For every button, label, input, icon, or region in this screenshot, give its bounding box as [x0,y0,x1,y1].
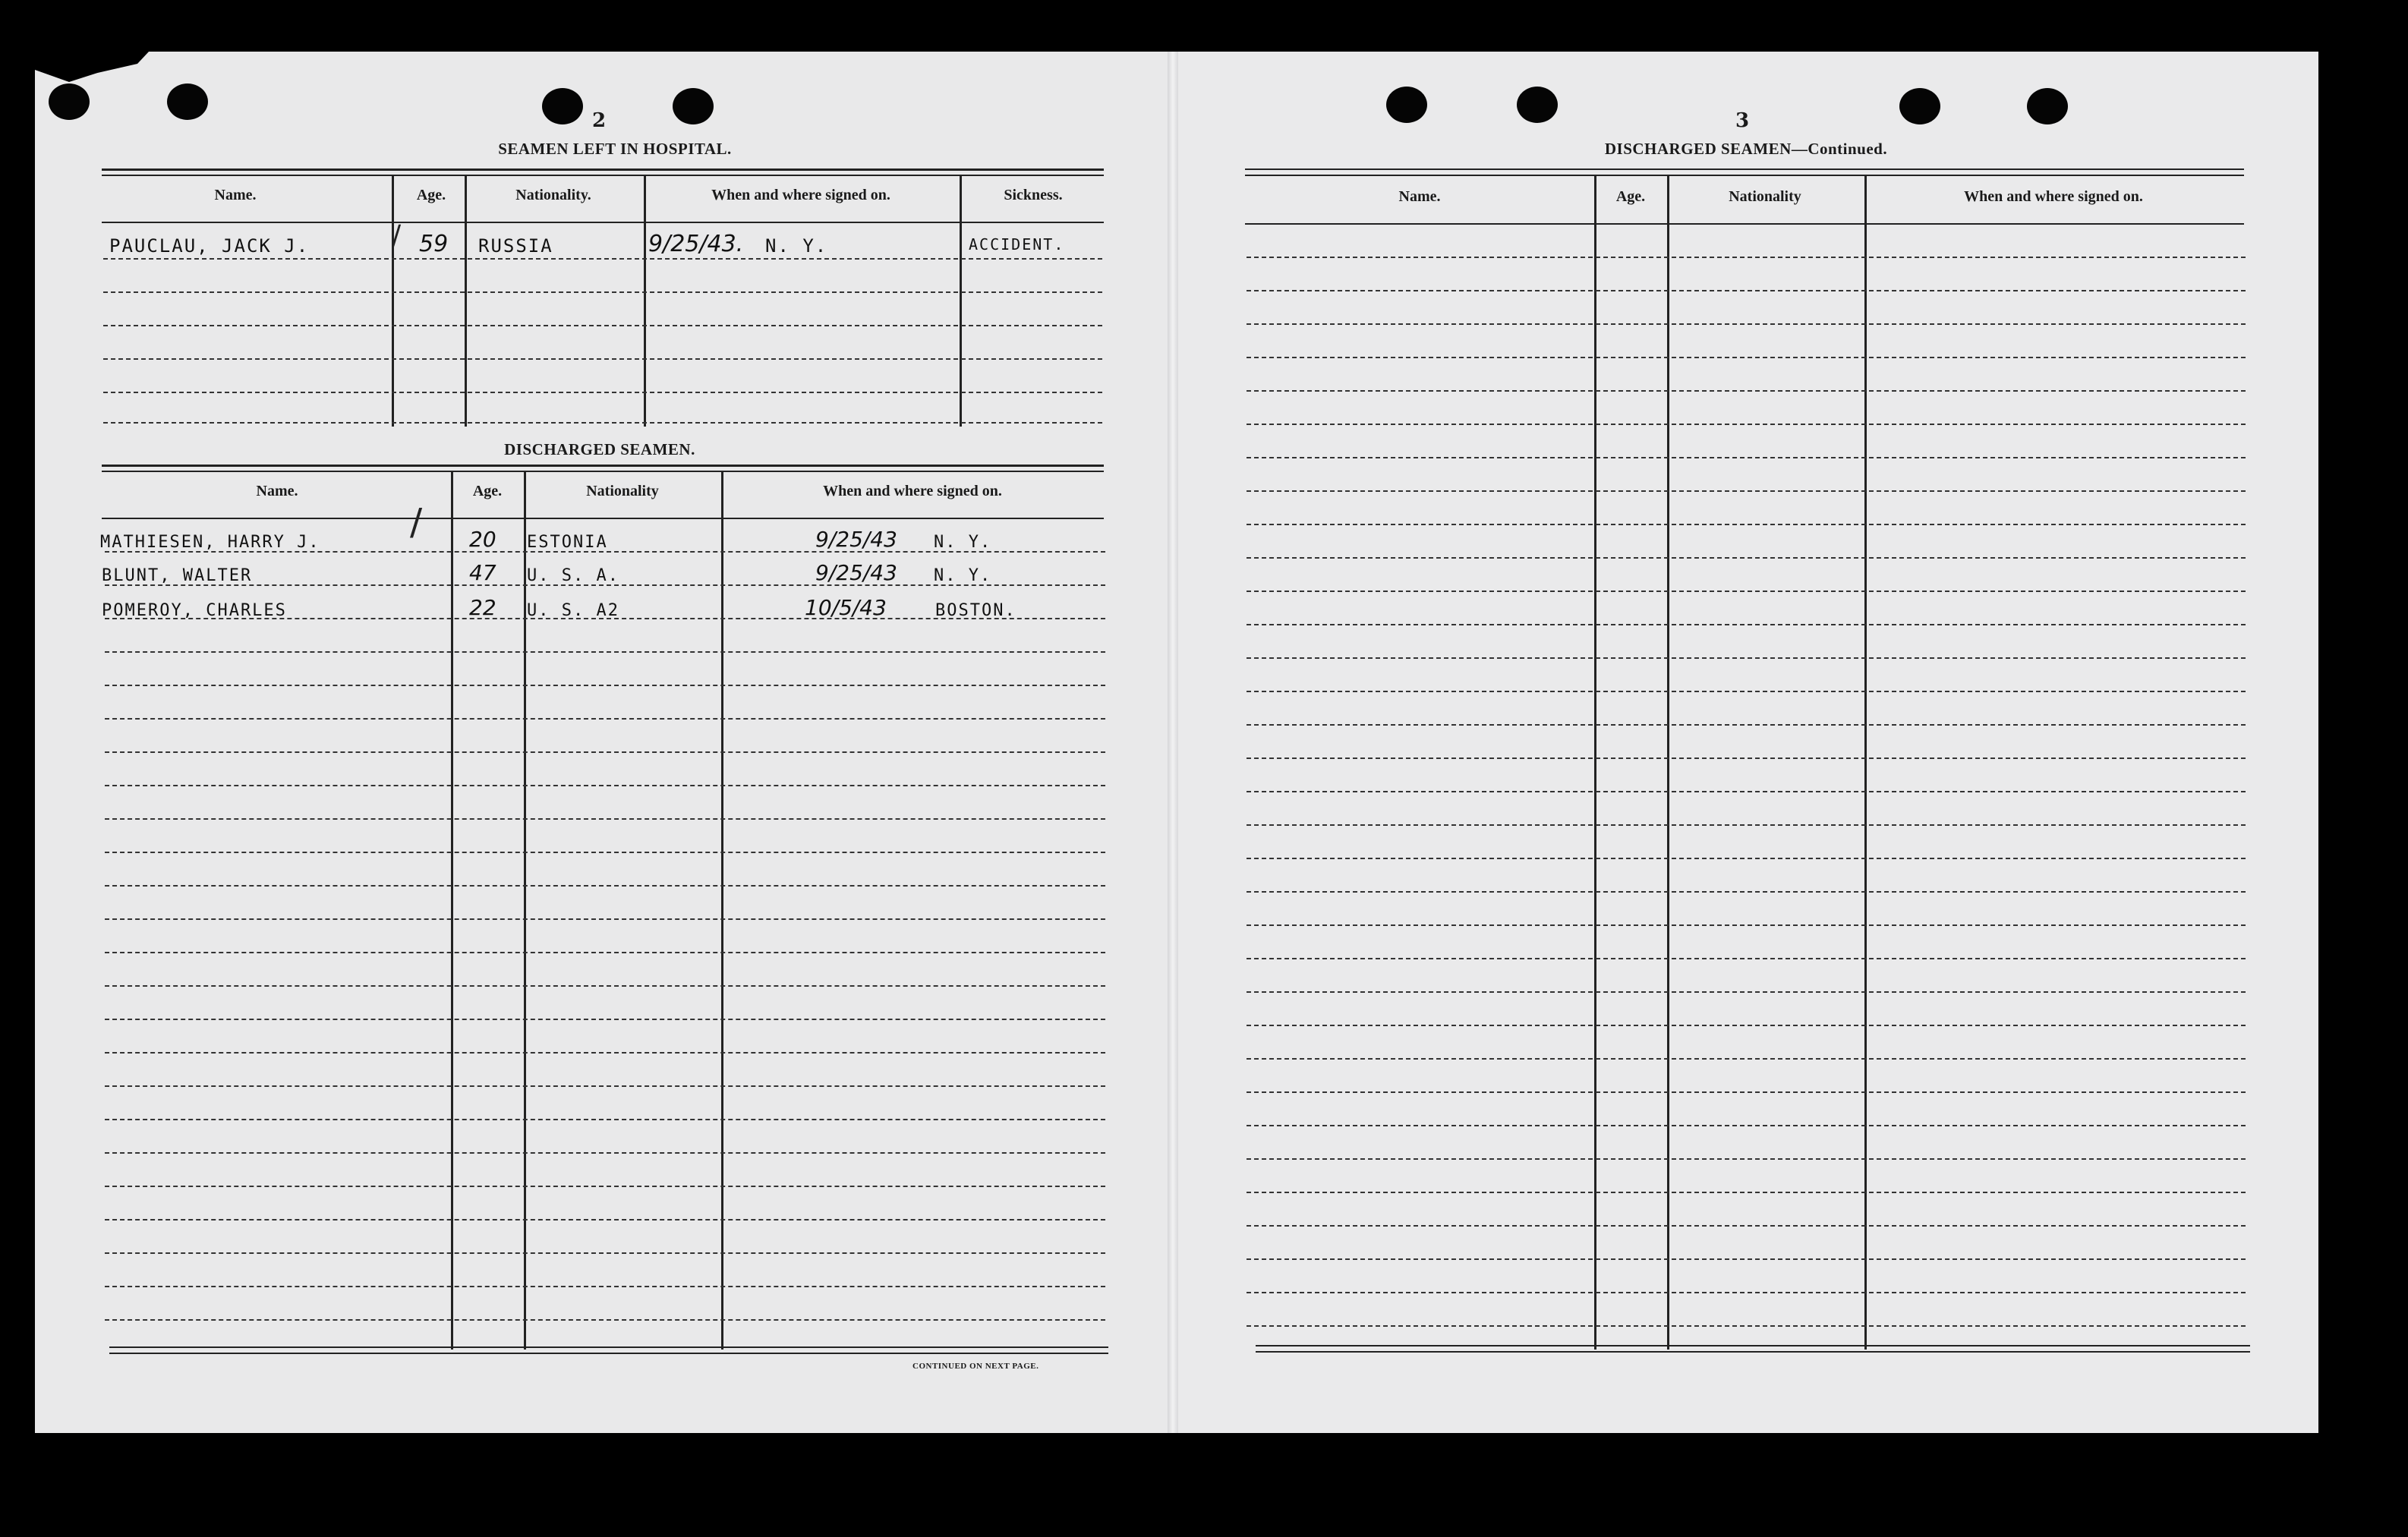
discharged-entry-nationality: ESTONIA [527,533,608,552]
ledger-row-line [1247,457,2246,458]
ledger-row-line [105,1052,1105,1054]
ledger-row-line [1247,1025,2246,1026]
hospital-divider [392,176,394,427]
punch-hole [673,88,714,124]
check-mark: ∕ [410,501,423,543]
ledger-row-line [1247,791,2246,792]
hospital-divider [960,176,962,427]
discharged-bottom-rule-2 [109,1353,1108,1354]
ledger-row-line [1247,824,2246,826]
discharged-col-signed-on: When and where signed on. [823,483,1002,499]
discharged-entry-name: BLUNT, WALTER [102,566,253,585]
discharged-entry-place: N. Y. [934,533,992,552]
page-number-left: 2 [592,109,607,132]
hospital-entry-place: N. Y. [765,235,828,257]
right-header-rule [1245,223,2244,225]
ledger-row-line [1247,591,2246,592]
ledger-row-line [1247,924,2246,926]
discharged-divider [524,472,526,1350]
ledger-row-line [1247,1158,2246,1160]
right-divider [1594,176,1596,1350]
ledger-row-line [1247,624,2246,625]
hospital-col-name: Name. [214,187,257,203]
discharged-col-nationality: Nationality [586,483,659,499]
discharged-entry-date: 9/25/43 [815,527,897,552]
ledger-row-line [105,952,1105,953]
ledger-row-line [1247,724,2246,726]
right-top-rule-2 [1245,175,2244,176]
punch-hole [49,83,90,120]
ledger-row-line [105,751,1105,753]
hospital-row-line [103,258,1102,260]
ledger-row-line [105,1119,1105,1120]
ledger-row-line [1247,357,2246,358]
discharged-bottom-rule [109,1346,1108,1348]
hospital-top-rule-2 [102,175,1104,176]
ledger-row-line [105,1219,1105,1220]
discharged-entry-age: 20 [469,527,496,552]
ledger-row-line [105,1019,1105,1020]
hospital-row-line [103,325,1102,326]
ledger-row-line [105,718,1105,720]
discharged-entry-age: 22 [469,595,496,620]
ledger-row-line [105,985,1105,987]
hospital-divider [644,176,646,427]
ledger-row-line [1247,1292,2246,1293]
discharged-entry-nationality: U. S. A. [527,566,619,585]
ledger-row-line [1247,1192,2246,1193]
punch-hole [1899,88,1940,124]
ledger-row-line [105,1319,1105,1321]
ledger-row-line [1247,958,2246,959]
right-bottom-rule-2 [1256,1351,2250,1353]
punch-hole [167,83,208,120]
discharged-entry-name: MATHIESEN, HARRY J. [100,533,320,552]
hospital-row-line [103,422,1102,424]
discharged-col-age: Age. [472,483,503,499]
right-divider [1864,176,1867,1350]
ledger-row-line [1247,991,2246,993]
discharged-header-rule [102,518,1104,519]
hospital-col-signed-on: When and where signed on. [711,187,890,203]
discharged-divider [451,472,453,1350]
ledger-row-line [1247,323,2246,325]
ledger-row-line [105,785,1105,786]
right-section-title: DISCHARGED SEAMEN—Continued. [1604,140,1888,158]
punch-hole [2027,88,2068,124]
ledger-row-line [1247,557,2246,559]
hospital-col-sickness: Sickness. [1004,187,1063,203]
hospital-col-age: Age. [416,187,446,203]
ledger-row-line [1247,691,2246,692]
discharged-top-rule [102,465,1104,467]
ledger-row-line [1247,290,2246,291]
punch-hole [1517,87,1558,123]
hospital-col-nationality: Nationality. [515,187,591,203]
hospital-entry-sickness: ACCIDENT. [969,235,1065,254]
hospital-header-rule [102,222,1104,223]
discharged-entry-place: BOSTON. [935,601,1016,620]
discharged-top-rule-2 [102,471,1104,472]
ledger-row-line [1247,1325,2246,1327]
right-top-rule [1245,169,2244,170]
discharged-entry-nationality: U. S. A2 [527,601,619,620]
hospital-row-line [103,291,1102,293]
ledger-row-line [105,1085,1105,1087]
ledger-row-line [1247,257,2246,258]
right-col-nationality: Nationality [1729,188,1801,205]
page-number-right: 3 [1735,109,1750,132]
hospital-section-title: SEAMEN LEFT IN HOSPITAL. [498,140,732,158]
hospital-row-line [103,358,1102,360]
ledger-row-line [105,1186,1105,1187]
ledger-row-line [1247,858,2246,859]
discharged-col-name: Name. [256,483,298,499]
ledger-row-line [1247,1225,2246,1227]
right-col-name: Name. [1398,188,1441,205]
ledger-row-line [1247,891,2246,893]
ledger-row-line [1247,657,2246,659]
hospital-top-rule [102,169,1104,171]
ledger-row-line [105,685,1105,686]
discharged-section-title: DISCHARGED SEAMEN. [504,440,695,458]
ledger-row-line [1247,1258,2246,1260]
ledger-row-line [105,818,1105,820]
hospital-entry-age: 59 [419,231,449,257]
discharged-entry-name: POMEROY, CHARLES [102,601,287,620]
hospital-entry-date: 9/25/43. [648,231,744,257]
ledger-row-line [1247,1058,2246,1060]
check-mark: ∕ [392,220,402,251]
punch-hole [1386,87,1427,123]
ledger-row-line [1247,424,2246,425]
page-fold [1168,52,1178,1433]
discharged-entry-date: 10/5/43 [805,595,887,620]
right-col-age: Age. [1615,188,1646,205]
discharged-entry-place: N. Y. [934,566,992,585]
discharged-divider [721,472,723,1350]
ledger-row-line [1247,757,2246,759]
ledger-row-line [105,885,1105,887]
ledger-row-line [1247,390,2246,392]
ledger-row-line [105,1252,1105,1254]
ledger-row-line [1247,1125,2246,1126]
right-col-signed-on: When and where signed on. [1964,188,2143,205]
ledger-row-line [1247,1091,2246,1093]
hospital-divider [465,176,467,427]
hospital-entry-nationality: RUSSIA [478,235,553,257]
punch-hole [542,88,583,124]
hospital-row-line [103,392,1102,393]
discharged-entry-age: 47 [469,560,496,585]
ledger-row-line [105,918,1105,920]
discharged-entry-date: 9/25/43 [815,560,897,585]
ledger-row-line [1247,524,2246,525]
right-bottom-rule [1256,1345,2250,1346]
ledger-row-line [105,1286,1105,1287]
ledger-row-line [1247,490,2246,492]
continued-note: CONTINUED ON NEXT PAGE. [912,1362,1039,1371]
ledger-row-line [105,651,1105,653]
ledger-row-line [105,852,1105,853]
right-divider [1667,176,1669,1350]
hospital-entry-name: PAUCLAU, JACK J. [109,235,310,257]
ledger-row-line [105,1152,1105,1154]
